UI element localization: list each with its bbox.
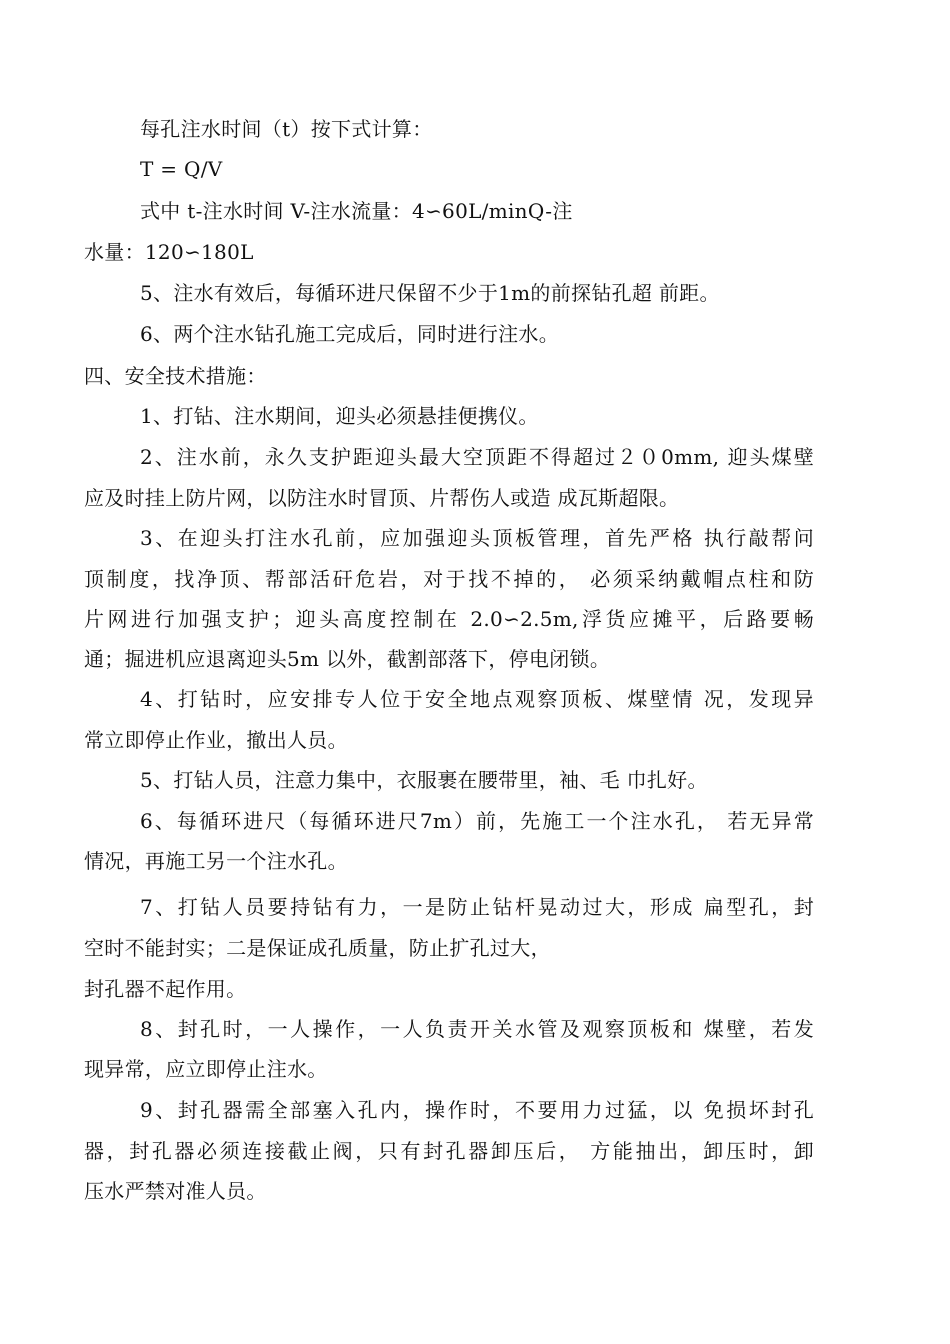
text-line-safety-7-cont-1: 空时不能封实；二是保证成孔质量，防止扩孔过大， bbox=[84, 936, 551, 960]
text-line-safety-5: 5、打钻人员，注意力集中，衣服裹在腰带里，袖、毛 巾扎好。 bbox=[140, 768, 708, 792]
text-line-formula-legend: 式中 t-注水时间 V-注水流量：4∽60L/minQ-注 bbox=[140, 199, 573, 223]
text-line-safety-4-cont: 常立即停止作业，撤出人员。 bbox=[84, 728, 348, 752]
text-line-safety-9-cont-2: 压水严禁对准人员。 bbox=[84, 1179, 267, 1203]
text-line-safety-3-cont-3: 通；掘进机应退离迎头5m 以外，截割部落下，停电闭锁。 bbox=[84, 647, 611, 671]
text-line-safety-7-cont-2: 封孔器不起作用。 bbox=[84, 977, 247, 1001]
text-line-safety-9-cont-1: 器，封孔器必须连接截止阀，只有封孔器卸压后， 方能抽出，卸压时，卸 bbox=[84, 1139, 814, 1163]
text-line-formula-legend-cont: 水量：120∽180L bbox=[84, 240, 254, 264]
text-line-formula-intro: 每孔注水时间（t）按下式计算： bbox=[140, 117, 433, 141]
text-line-safety-1: 1、打钻、注水期间，迎头必须悬挂便携仪。 bbox=[140, 404, 539, 428]
text-line-safety-9: 9、封孔器需全部塞入孔内，操作时，不要用力过猛，以 免损坏封孔 bbox=[140, 1098, 814, 1122]
text-line-item-5: 5、注水有效后，每循环进尺保留不少于1m的前探钻孔超 前距。 bbox=[140, 281, 720, 305]
text-line-item-6: 6、两个注水钻孔施工完成后，同时进行注水。 bbox=[140, 322, 560, 346]
text-line-safety-4: 4、打钻时，应安排专人位于安全地点观察顶板、煤壁情 况，发现异 bbox=[140, 687, 814, 711]
text-line-safety-3-cont-2: 片网进行加强支护；迎头高度控制在 2.0∽2.5m,浮货应摊平，后路要畅 bbox=[84, 607, 814, 631]
section-heading-safety: 四、安全技术措施： bbox=[84, 364, 267, 388]
text-line-safety-3: 3、在迎头打注水孔前，应加强迎头顶板管理，首先严格 执行敲帮问 bbox=[140, 526, 814, 550]
text-line-safety-2-cont: 应及时挂上防片网，以防注水时冒顶、片帮伤人或造 成瓦斯超限。 bbox=[84, 486, 680, 510]
text-line-safety-2: 2、注水前，永久支护距迎头最大空顶距不得超过２０0mm, 迎头煤壁 bbox=[140, 445, 814, 469]
text-line-safety-6-cont: 情况，再施工另一个注水孔。 bbox=[84, 849, 348, 873]
text-line-safety-7: 7、打钻人员要持钻有力，一是防止钻杆晃动过大，形成 扁型孔，封 bbox=[140, 895, 814, 919]
text-line-formula: T = Q/V bbox=[140, 157, 223, 181]
text-line-safety-8: 8、封孔时，一人操作，一人负责开关水管及观察顶板和 煤壁，若发 bbox=[140, 1017, 814, 1041]
text-line-safety-8-cont: 现异常，应立即停止注水。 bbox=[84, 1057, 328, 1081]
text-line-safety-6: 6、每循环进尺（每循环进尺7m）前，先施工一个注水孔， 若无异常 bbox=[140, 809, 814, 833]
text-line-safety-3-cont-1: 顶制度，找净顶、帮部活矸危岩，对于找不掉的， 必须采纳戴帽点柱和防 bbox=[84, 567, 814, 591]
